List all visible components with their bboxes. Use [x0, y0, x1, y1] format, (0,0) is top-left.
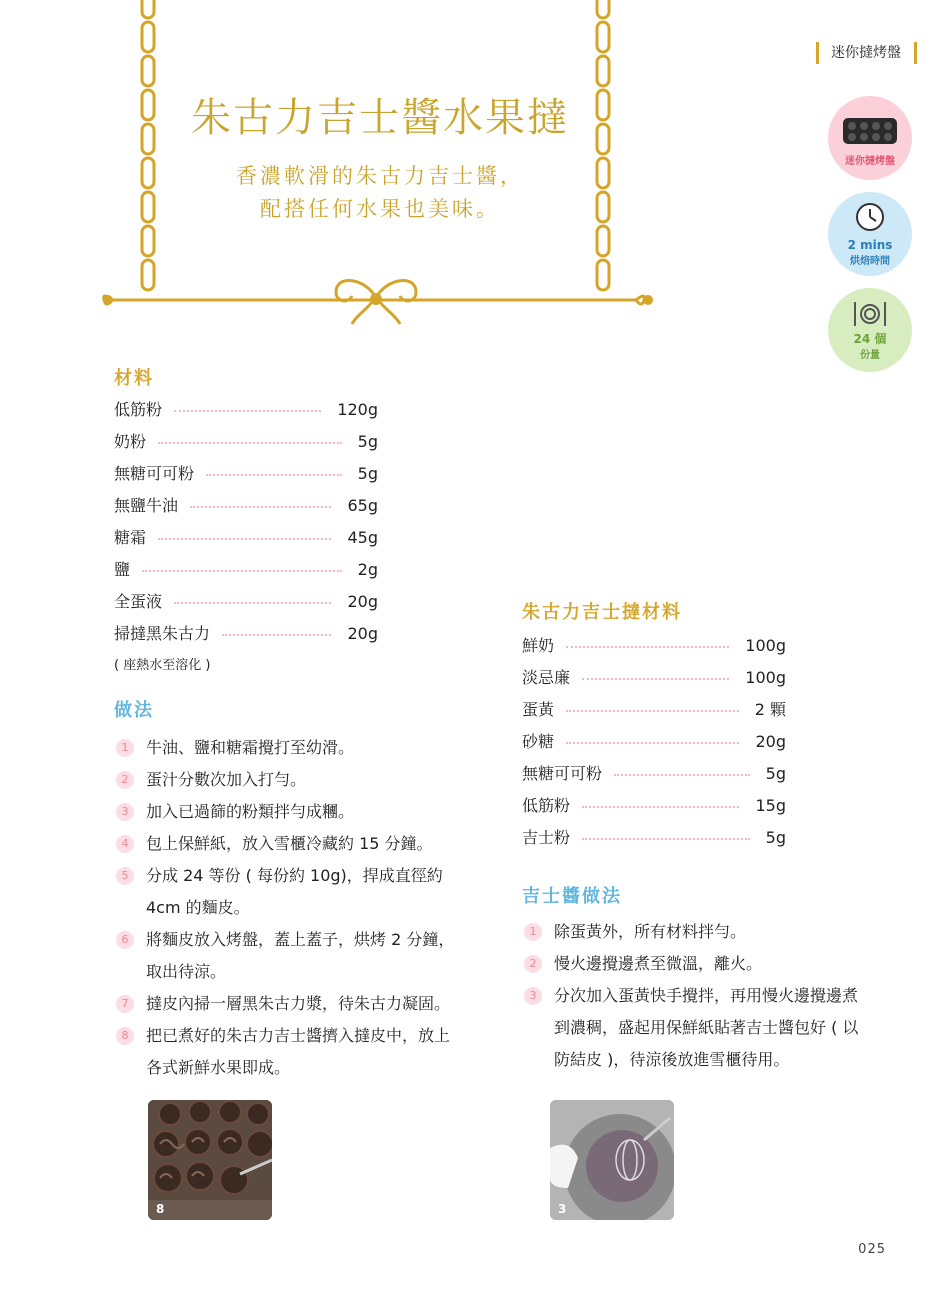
step-line: 防結皮 )，待涼後放進雪櫃待用。: [554, 1050, 790, 1069]
step-line: 分成 24 等份 ( 每份約 10g)，捍成直徑約: [146, 866, 443, 885]
leader-dots: [582, 678, 729, 680]
step-text: [146, 828, 433, 860]
mixing-bowl-image: [550, 1100, 674, 1220]
recipe-title: 朱古力吉士醬水果撻: [191, 95, 569, 141]
badge-serving: [828, 288, 912, 372]
leader-dots: [158, 442, 342, 444]
step-text: [554, 980, 858, 1076]
step-number: 8: [116, 1027, 134, 1045]
ingredient-row: [522, 634, 786, 658]
ingredient-name: 全蛋液: [114, 592, 163, 611]
ingredient-name: 淡忌廉: [522, 668, 571, 687]
leader-dots: [566, 646, 729, 648]
step-number: 3: [524, 987, 542, 1005]
ingredient-row: [114, 462, 378, 486]
step-text: [554, 948, 762, 980]
ingredient-amount: 65g: [347, 496, 378, 515]
ingredient-amount: 5g: [357, 432, 378, 451]
photo-step-3: [550, 1100, 674, 1220]
leader-dots: [582, 806, 739, 808]
step-number: 1: [524, 923, 542, 941]
badge-time: [828, 192, 912, 276]
badge-time-value: 2 mins: [847, 238, 893, 252]
category-label: 迷你撻烤盤: [831, 45, 901, 61]
plate-cutlery-icon: [852, 300, 888, 328]
step-text: [146, 732, 354, 764]
step-line: 除蛋黃外，所有材料拌勻。: [554, 922, 747, 941]
step-line: 牛油、鹽和糖霜攪打至幼滑。: [146, 738, 355, 757]
leader-dots: [614, 774, 750, 776]
step-line: 分次加入蛋黃快手攪拌，再用慢火邊攪邊煮: [554, 986, 859, 1005]
leader-dots: [566, 742, 739, 744]
photo-step-8: [148, 1100, 272, 1220]
step-text: [146, 860, 443, 924]
ingredient-amount: 120g: [337, 400, 378, 419]
badge-time-label: 烘焙時間: [850, 256, 890, 267]
step-line: 把已煮好的朱古力吉士醬擠入撻皮中，放上: [146, 1026, 451, 1045]
badge-pan: [828, 96, 912, 180]
ingredient-row: [114, 526, 378, 550]
ingredient-row: [522, 666, 786, 690]
step-text: [146, 988, 450, 1020]
ingredient-row: [114, 622, 378, 646]
ingredient-name: 糖霜: [114, 528, 147, 547]
ingredient-name: 蛋黃: [522, 700, 555, 719]
step-text: [146, 1020, 450, 1084]
ingredients-note: ( 座熱水至溶化 ): [114, 658, 211, 673]
leader-dots: [158, 538, 331, 540]
ingredients-heading: 材料: [114, 368, 154, 389]
leader-dots: [566, 710, 739, 712]
step-line: 到濃稠，盛起用保鮮紙貼著吉士醬包好 ( 以: [554, 1018, 859, 1037]
method-heading: 做法: [114, 700, 154, 721]
ingredient-name: 低筋粉: [114, 400, 163, 419]
ingredient-row: [522, 794, 786, 818]
ingredient-amount: 20g: [347, 624, 378, 643]
page-number: 025: [858, 1242, 886, 1257]
ingredient-amount: 5g: [765, 764, 786, 783]
ingredient-row: [114, 430, 378, 454]
step-number: 4: [116, 835, 134, 853]
ingredient-row: [114, 558, 378, 582]
ingredient-name: 奶粉: [114, 432, 147, 451]
ingredient-name: 吉士粉: [522, 828, 571, 847]
leader-dots: [582, 838, 750, 840]
recipe-subtitle: [170, 160, 590, 226]
ingredient-name: 砂糖: [522, 732, 555, 751]
subtitle-line-1: 香濃軟滑的朱古力吉士醬，: [236, 164, 524, 188]
step-line: 將麵皮放入烤盤，蓋上蓋子，烘烤 2 分鐘，: [146, 930, 455, 949]
photo-step-8-caption: 8: [156, 1202, 165, 1216]
ingredient-amount: 100g: [745, 636, 786, 655]
ingredient-name: 低筋粉: [522, 796, 571, 815]
step-number: 2: [116, 771, 134, 789]
ingredient-amount: 20g: [347, 592, 378, 611]
step-line: 撻皮內掃一層黑朱古力漿，待朱古力凝固。: [146, 994, 451, 1013]
ingredient-row: [114, 398, 378, 422]
ingredient-name: 鮮奶: [522, 636, 555, 655]
ingredient-amount: 15g: [755, 796, 786, 815]
ingredient-name: 無糖可可粉: [522, 764, 603, 783]
custard-method-heading: 吉士醬做法: [522, 886, 622, 907]
step-text: [146, 924, 454, 988]
ingredient-amount: 45g: [347, 528, 378, 547]
ingredient-amount: 2g: [357, 560, 378, 579]
step-text: [146, 796, 354, 828]
leader-dots: [222, 634, 331, 636]
step-line: 4cm 的麵皮。: [146, 898, 250, 917]
step-number: 7: [116, 995, 134, 1013]
left-chain: [142, 0, 154, 290]
step-number: 1: [116, 739, 134, 757]
ingredient-row: [522, 698, 786, 722]
tart-shells-image: [148, 1100, 272, 1220]
badge-serving-label: 份量: [860, 350, 880, 361]
leader-dots: [174, 410, 321, 412]
step-text: [554, 916, 746, 948]
ingredient-amount: 2 顆: [754, 700, 786, 719]
category-tab-end: [914, 42, 917, 64]
step-line: 慢火邊攪邊煮至微溫，離火。: [554, 954, 763, 973]
leader-dots: [190, 506, 331, 508]
leader-dots: [174, 602, 331, 604]
ingredient-row: [114, 494, 378, 518]
ingredient-amount: 20g: [755, 732, 786, 751]
badge-serving-value: 24 個: [853, 332, 887, 346]
tart-pan-icon: [842, 116, 898, 146]
step-number: 6: [116, 931, 134, 949]
step-line: 取出待涼。: [146, 962, 227, 981]
category-tab: [816, 42, 901, 64]
step-number: 3: [116, 803, 134, 821]
leader-dots: [206, 474, 342, 476]
ingredient-amount: 100g: [745, 668, 786, 687]
ingredient-row: [114, 590, 378, 614]
ingredient-name: 鹽: [114, 560, 131, 579]
ingredient-amount: 5g: [357, 464, 378, 483]
ingredient-name: 無糖可可粉: [114, 464, 195, 483]
right-chain: [597, 0, 609, 290]
ingredient-amount: 5g: [765, 828, 786, 847]
ingredient-row: [522, 762, 786, 786]
step-line: 包上保鮮紙，放入雪櫃冷藏約 15 分鐘。: [146, 834, 433, 853]
step-text: [146, 764, 306, 796]
step-line: 蛋汁分數次加入打勻。: [146, 770, 307, 789]
step-line: 各式新鮮水果即成。: [146, 1058, 291, 1077]
photo-step-3-caption: 3: [558, 1202, 567, 1216]
subtitle-line-2: 配搭任何水果也美味。: [260, 197, 500, 221]
step-number: 2: [524, 955, 542, 973]
leader-dots: [142, 570, 342, 572]
ingredient-row: [522, 730, 786, 754]
step-number: 5: [116, 867, 134, 885]
custard-ingredients-heading: 朱古力吉士撻材料: [522, 602, 682, 623]
ingredient-row: [522, 826, 786, 850]
step-line: 加入已過篩的粉類拌勻成糰。: [146, 802, 355, 821]
clock-icon: [855, 202, 885, 232]
ingredient-name: 掃撻黑朱古力: [114, 624, 211, 643]
ingredient-name: 無鹽牛油: [114, 496, 179, 515]
badge-pan-label: 迷你撻烤盤: [845, 156, 895, 167]
